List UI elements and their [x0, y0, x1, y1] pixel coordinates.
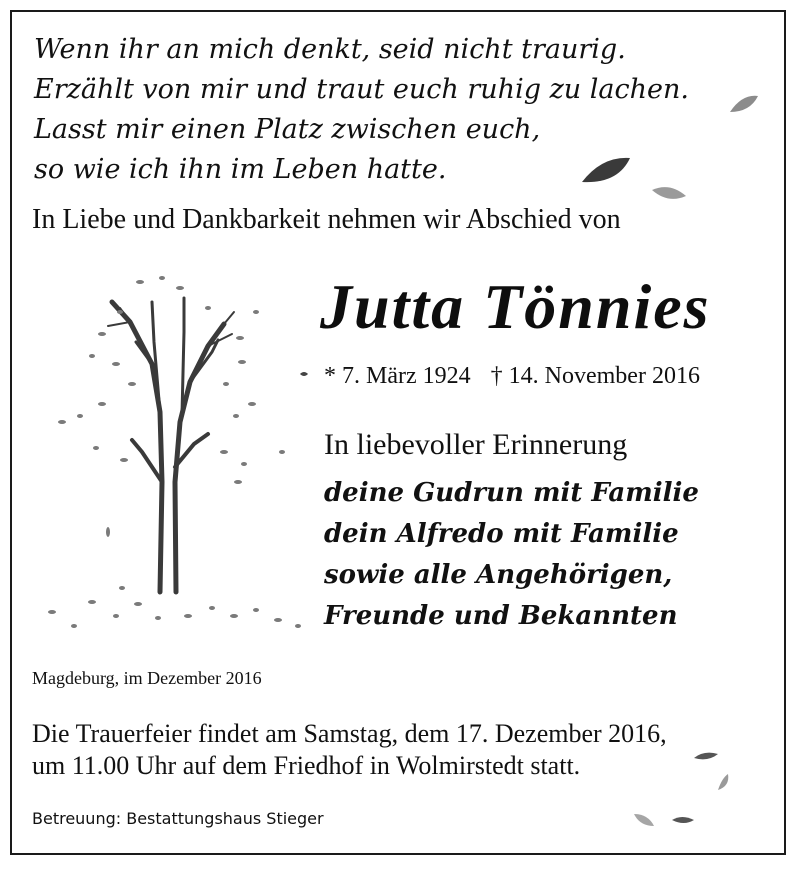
leaf-icon: [634, 814, 654, 826]
ceremony-line: Die Trauerfeier findet am Samstag, dem 17. Dezember 2016,: [32, 719, 667, 748]
birth-date: * 7. März 1924: [324, 363, 471, 389]
mourner-line: deine Gudrun mit Familie: [324, 478, 699, 508]
mourner-line: Freunde und Bekannten: [324, 601, 678, 631]
tree-icon: [108, 298, 234, 592]
memory-line: In liebevoller Erinnerung: [324, 428, 628, 461]
death-date: † 14. November 2016: [490, 363, 700, 389]
ceremony-info: [32, 718, 667, 782]
poem-line: Wenn ihr an mich denkt, seid nicht traurig.: [34, 34, 626, 65]
place-date: Magdeburg, im Dezember 2016: [32, 668, 262, 688]
leaf-icon: [300, 372, 308, 376]
leaf-icon: [730, 96, 758, 112]
poem-line: Erzählt von mir und traut euch ruhig zu lachen.: [34, 74, 689, 105]
mourners-list: [324, 473, 699, 637]
funeral-home: Betreuung: Bestattungshaus Stieger: [32, 809, 324, 828]
leaf-icon: [718, 774, 728, 790]
obituary-card: [10, 10, 786, 855]
poem-line: so wie ich ihn im Leben hatte.: [34, 154, 447, 185]
life-dates: [324, 363, 700, 390]
deceased-name: Jutta Tönnies: [320, 271, 711, 342]
mourner-line: dein Alfredo mit Familie: [324, 519, 679, 549]
intro-text: In Liebe und Dankbarkeit nehmen wir Abschied von: [32, 204, 621, 235]
poem-line: Lasst mir einen Platz zwischen euch,: [34, 114, 541, 145]
leaf-icon: [694, 753, 718, 760]
ceremony-line: um 11.00 Uhr auf dem Friedhof in Wolmirstedt statt.: [32, 751, 581, 780]
poem: [34, 30, 689, 190]
mourner-line: sowie alle Angehörigen,: [324, 560, 673, 590]
leaf-icon: [672, 817, 694, 823]
